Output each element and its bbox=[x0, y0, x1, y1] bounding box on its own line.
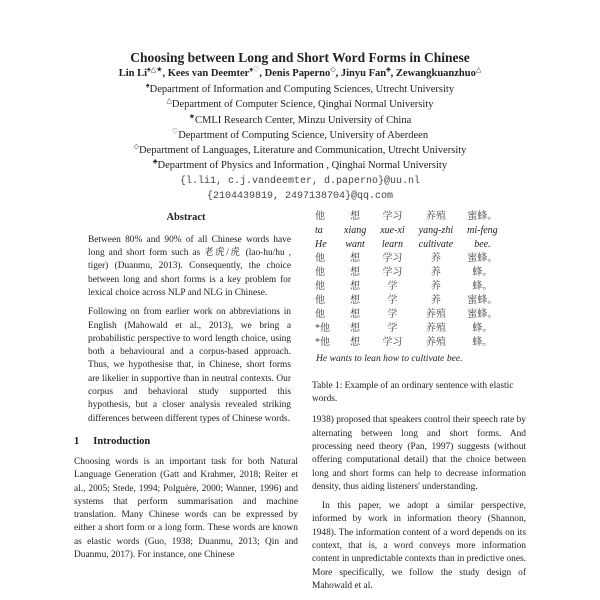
table-cell: 想 bbox=[350, 252, 361, 264]
table-cell: 想 bbox=[350, 322, 361, 334]
table-cell: 想 bbox=[350, 210, 361, 222]
table-row bbox=[308, 322, 505, 336]
table-cell: *他 bbox=[315, 336, 330, 348]
table-cell: cultivate bbox=[418, 238, 454, 250]
affiliation: ★CMLI Research Center, Minzu University of China bbox=[188, 112, 412, 126]
affiliation: ♣Department of Physics and Information , Qinghai Normal University bbox=[152, 157, 448, 172]
author-affiliation-marks: ♠△★ bbox=[147, 65, 163, 74]
table-cell: yang-zhi bbox=[418, 224, 454, 236]
table-row bbox=[308, 266, 505, 280]
table-cell: 养殖 bbox=[425, 308, 446, 320]
table-cell: 养 bbox=[430, 280, 441, 292]
table-cell: learn bbox=[381, 238, 403, 250]
table-cell: 学习 bbox=[382, 336, 403, 348]
table-row bbox=[308, 252, 505, 266]
affiliation-mark: ♠ bbox=[145, 81, 150, 90]
table-cell: 想 bbox=[350, 294, 361, 306]
table-cell: 蜂。 bbox=[472, 266, 493, 278]
intro-paragraph: In this paper, we adopt a similar perspective, informed by work in information theory (Shannon, 1948). The information content of a word depends on its context, that is, a word conveys more information content in unpredictable contexts than in predictive ones. More specifically, we follow the study design of Mahowald et al. bbox=[312, 501, 526, 591]
table-row bbox=[308, 224, 505, 238]
right-column bbox=[312, 210, 526, 599]
affiliation-mark: △ bbox=[166, 96, 172, 105]
table-cell: 养 bbox=[430, 252, 441, 264]
intro-paragraph: Choosing words is an important task for both Natural Language Generation (Gatt and Krahmer, 2018; Reiter et al., 2005; Stede, 1994; Polguère, 2000; Wanner, 1996) and systems that perform summarisation and machine translation. Many Chinese words can be expressed by either a short form or a long form. These words are known as elastic words (Guo, 1938; Duanmu, 2013; Qin and Duanmu, 2017). For instance, one Chinese bbox=[74, 456, 298, 561]
table-cell: 养 bbox=[430, 294, 441, 306]
affiliation-mark: ♡ bbox=[171, 127, 179, 136]
table-cell: xue-xi bbox=[380, 224, 405, 236]
table-cell: 学 bbox=[387, 322, 398, 334]
affiliation-mark: ★ bbox=[188, 112, 196, 121]
table-row bbox=[308, 294, 505, 308]
table-cell: 想 bbox=[350, 308, 361, 320]
table-cell: 蜜蜂。 bbox=[467, 210, 498, 222]
table-row bbox=[308, 238, 505, 252]
author-affiliation-marks: ♠♡ bbox=[249, 65, 260, 74]
table-cell: 想 bbox=[350, 336, 361, 348]
intro-right-text bbox=[312, 414, 526, 593]
affiliations bbox=[0, 82, 600, 204]
author: Jinyu Fan♣ bbox=[340, 65, 391, 79]
table-cell: 养殖 bbox=[425, 336, 446, 348]
section-heading-introduction bbox=[74, 434, 298, 450]
author: Kees van Deemter♠♡ bbox=[167, 65, 260, 79]
table-caption: Table 1: Example of an ordinary sentence with elastic words. bbox=[312, 380, 514, 405]
table-row bbox=[308, 280, 505, 294]
table-cell: He bbox=[315, 238, 327, 250]
table-cell: 学 bbox=[387, 308, 398, 320]
table-cell: 想 bbox=[350, 266, 361, 278]
abstract-heading: Abstract bbox=[166, 211, 206, 223]
table-cell: 蜜蜂。 bbox=[467, 294, 498, 306]
table-cell: 养 bbox=[430, 266, 441, 278]
table-cell: 学习 bbox=[382, 252, 403, 264]
paper-title: Choosing between Long and Short Word Forms in Chinese bbox=[130, 50, 470, 65]
author-affiliation-marks: △ bbox=[475, 65, 482, 74]
table-row bbox=[308, 308, 505, 322]
section-title: Introduction bbox=[93, 435, 151, 447]
intro-paragraph: 1938) proposed that speakers control their speech rate by alternating between long and short forms. And processing need theory (Pan, 1997) suggests (without offering computational detail) that the choice between long and short forms can help to decrease information density, thus aiding listeners' understanding. bbox=[312, 415, 526, 492]
table-cell: 蜂。 bbox=[472, 322, 493, 334]
affiliation: ♡Department of Computing Science, University of Aberdeen bbox=[171, 127, 429, 141]
intro-left-text bbox=[74, 456, 298, 562]
table-cell: 他 bbox=[315, 252, 325, 264]
table-cell: want bbox=[345, 238, 365, 250]
table-cell: 学 bbox=[387, 280, 398, 292]
table-cell: 学习 bbox=[382, 210, 403, 222]
table-cell: 学 bbox=[387, 294, 398, 306]
author-affiliation-marks: ♣ bbox=[386, 65, 391, 74]
affiliation: ◇Department of Languages, Literature and Communication, Utrecht University bbox=[133, 142, 467, 157]
left-column bbox=[74, 210, 298, 569]
table-translation: He wants to lean how to cultivate bee. bbox=[316, 352, 463, 364]
table-cell: 他 bbox=[315, 294, 325, 306]
section-number: 1 bbox=[74, 435, 80, 447]
author-list: Lin Li♠△★, Kees van Deemter♠♡, Denis Paperno◇, Jinyu Fan♣, Zewangkuanzhuo△ bbox=[118, 65, 482, 79]
author: Denis Paperno◇ bbox=[264, 65, 336, 79]
affiliation-mark: ♣ bbox=[152, 157, 158, 166]
table-row bbox=[308, 210, 505, 224]
two-column-body bbox=[0, 210, 600, 599]
table-cell: mi-feng bbox=[467, 224, 498, 236]
table-cell: 蜜蜂。 bbox=[467, 252, 498, 264]
email: {l.li1, c.j.vandeemter, d.paperno}@uu.nl bbox=[179, 175, 421, 187]
affiliation-mark: ◇ bbox=[133, 142, 139, 151]
table-cell: 蜂。 bbox=[472, 336, 493, 348]
table-row bbox=[308, 336, 505, 350]
table-cell: 蜂。 bbox=[472, 280, 493, 292]
table-cell: 他 bbox=[315, 266, 325, 278]
author: Zewangkuanzhuo△ bbox=[395, 65, 482, 79]
table-cell: 蜜蜂。 bbox=[467, 308, 498, 320]
table-cell: bee. bbox=[474, 238, 491, 250]
paper-header bbox=[0, 0, 600, 204]
table-cell: *他 bbox=[315, 322, 330, 334]
table-cell: 养殖 bbox=[425, 210, 446, 222]
email: {2104439819, 2497138704}@qq.com bbox=[206, 190, 394, 202]
author-affiliation-marks: ◇ bbox=[330, 65, 336, 74]
table-cell: 他 bbox=[315, 280, 325, 292]
abstract-body bbox=[88, 234, 291, 426]
table-cell: xiang bbox=[344, 224, 367, 236]
abstract-paragraph: Following on from earlier work on abbreviations in English (Mahowald et al., 2013), we bring a probabilistic perspective to word length choice, using both a behavioural and a corpus-based approach. Thus, we hypothesise that, in Chinese, short forms are likelier in supportive than in neutral contexts. Our corpus and behavioral study supported this hypothesis, but a closer analysis revealed striking differences between different types of Chinese words. bbox=[88, 307, 291, 424]
affiliation: △Department of Computer Science, Qinghai Normal University bbox=[166, 96, 434, 111]
author: Lin Li♠△★ bbox=[118, 65, 163, 79]
table-cell: 他 bbox=[315, 210, 325, 222]
example-table bbox=[308, 210, 505, 350]
table-cell: 他 bbox=[315, 308, 325, 320]
table-cell: 养殖 bbox=[425, 322, 446, 334]
table-cell: ta bbox=[315, 224, 323, 236]
table-cell: 学习 bbox=[382, 266, 403, 278]
affiliation: ♠Department of Information and Computing Sciences, Utrecht University bbox=[145, 81, 455, 95]
table-cell: 想 bbox=[350, 280, 361, 292]
abstract-paragraph: Between 80% and 90% of all Chinese words have long and short form such as 老虎/虎 (lao-hu/hu , tiger) (Duanmu, 2013). Consequently, the choice between long and short forms is a key problem for lexical choice across NLP and NLG in Chinese. bbox=[88, 234, 291, 298]
